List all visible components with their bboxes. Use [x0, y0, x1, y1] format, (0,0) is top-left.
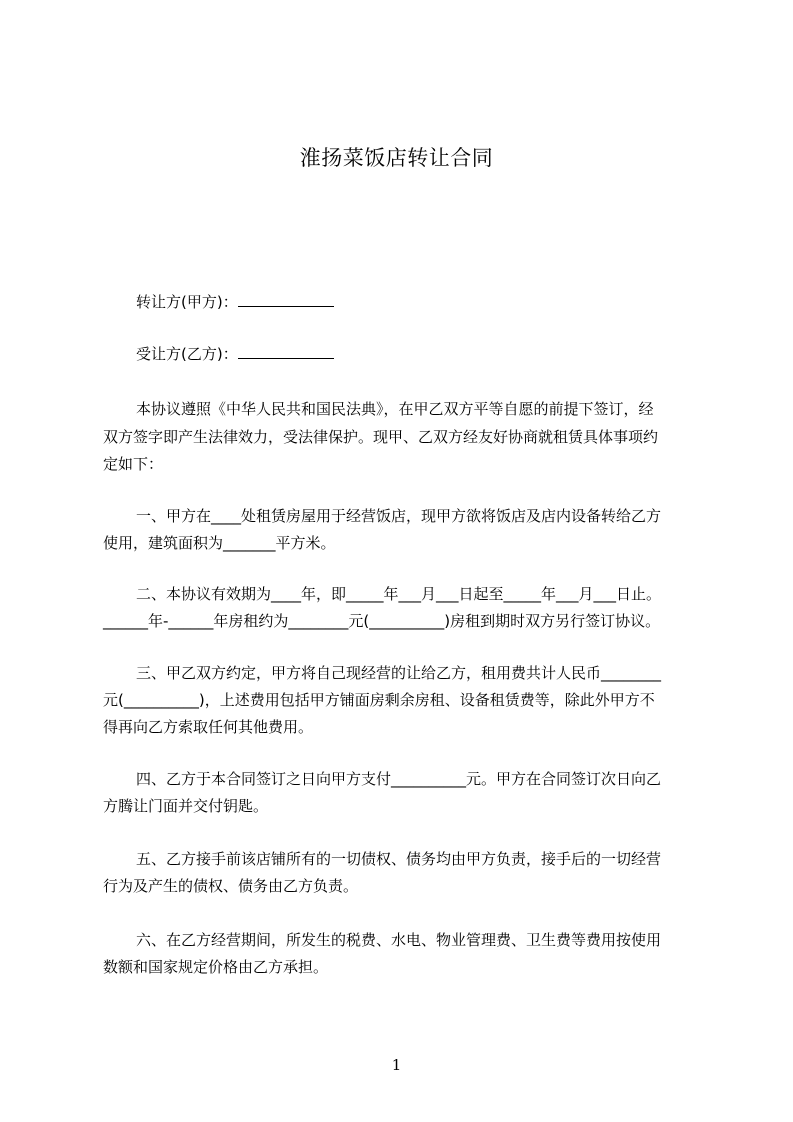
clause-4-line-2: 方腾让门面并交付钥匙。: [103, 797, 269, 815]
transferor-blank: [238, 290, 334, 307]
transferee-label: 受让方(乙方)：: [136, 345, 238, 363]
clause-2-line-1: 二、本协议有效期为____年，即_____年___月___日起至_____年___月___日止。: [136, 585, 662, 603]
preamble-line-3: 定如下：: [103, 455, 164, 473]
preamble-line-2: 双方签字即产生法律效力，受法律保护。现甲、乙双方经友好协商就租赁具体事项约: [103, 428, 659, 446]
transferee-line: [136, 342, 334, 365]
clause-2-line-2: ______年-______年房租约为________元(__________)房租到期时双方另行签订协议。: [103, 612, 661, 630]
clause-3-line-2: 元(__________)，上述费用包括甲方铺面房剩余房租、设备租赁费等，除此外甲方不: [103, 691, 655, 709]
contract-title: 淮扬菜饭店转让合同: [299, 146, 494, 170]
transferee-blank: [238, 342, 334, 359]
clause-6-line-2: 数额和国家规定价格由乙方承担。: [103, 958, 329, 976]
transferor-label: 转让方(甲方)：: [136, 293, 238, 311]
clause-3-line-1: 三、甲乙双方约定，甲方将自己现经营的让给乙方，租用费共计人民币________: [136, 664, 662, 682]
clause-4-line-1: 四、乙方于本合同签订之日向甲方支付__________元。甲方在合同签订次日向乙: [136, 770, 662, 788]
clause-3-line-3: 得再向乙方索取任何其他费用。: [103, 718, 314, 736]
clause-1-line-2: 使用，建筑面积为_______平方米。: [103, 534, 336, 552]
preamble-line-1: 本协议遵照《中华人民共和国民法典》，在甲乙双方平等自愿的前提下签订，经: [136, 400, 654, 418]
page-number: 1: [391, 1056, 402, 1074]
clause-5-line-1: 五、乙方接手前该店铺所有的一切债权、债务均由甲方负责，接手后的一切经营: [136, 850, 662, 868]
clause-1-line-1: 一、甲方在____处租赁房屋用于经营饭店，现甲方欲将饭店及店内设备转给乙方: [136, 507, 662, 525]
transferor-line: [136, 290, 334, 313]
clause-5-line-2: 行为及产生的债权、债务由乙方负责。: [103, 877, 359, 895]
clause-6-line-1: 六、在乙方经营期间，所发生的税费、水电、物业管理费、卫生费等费用按使用: [136, 931, 662, 949]
